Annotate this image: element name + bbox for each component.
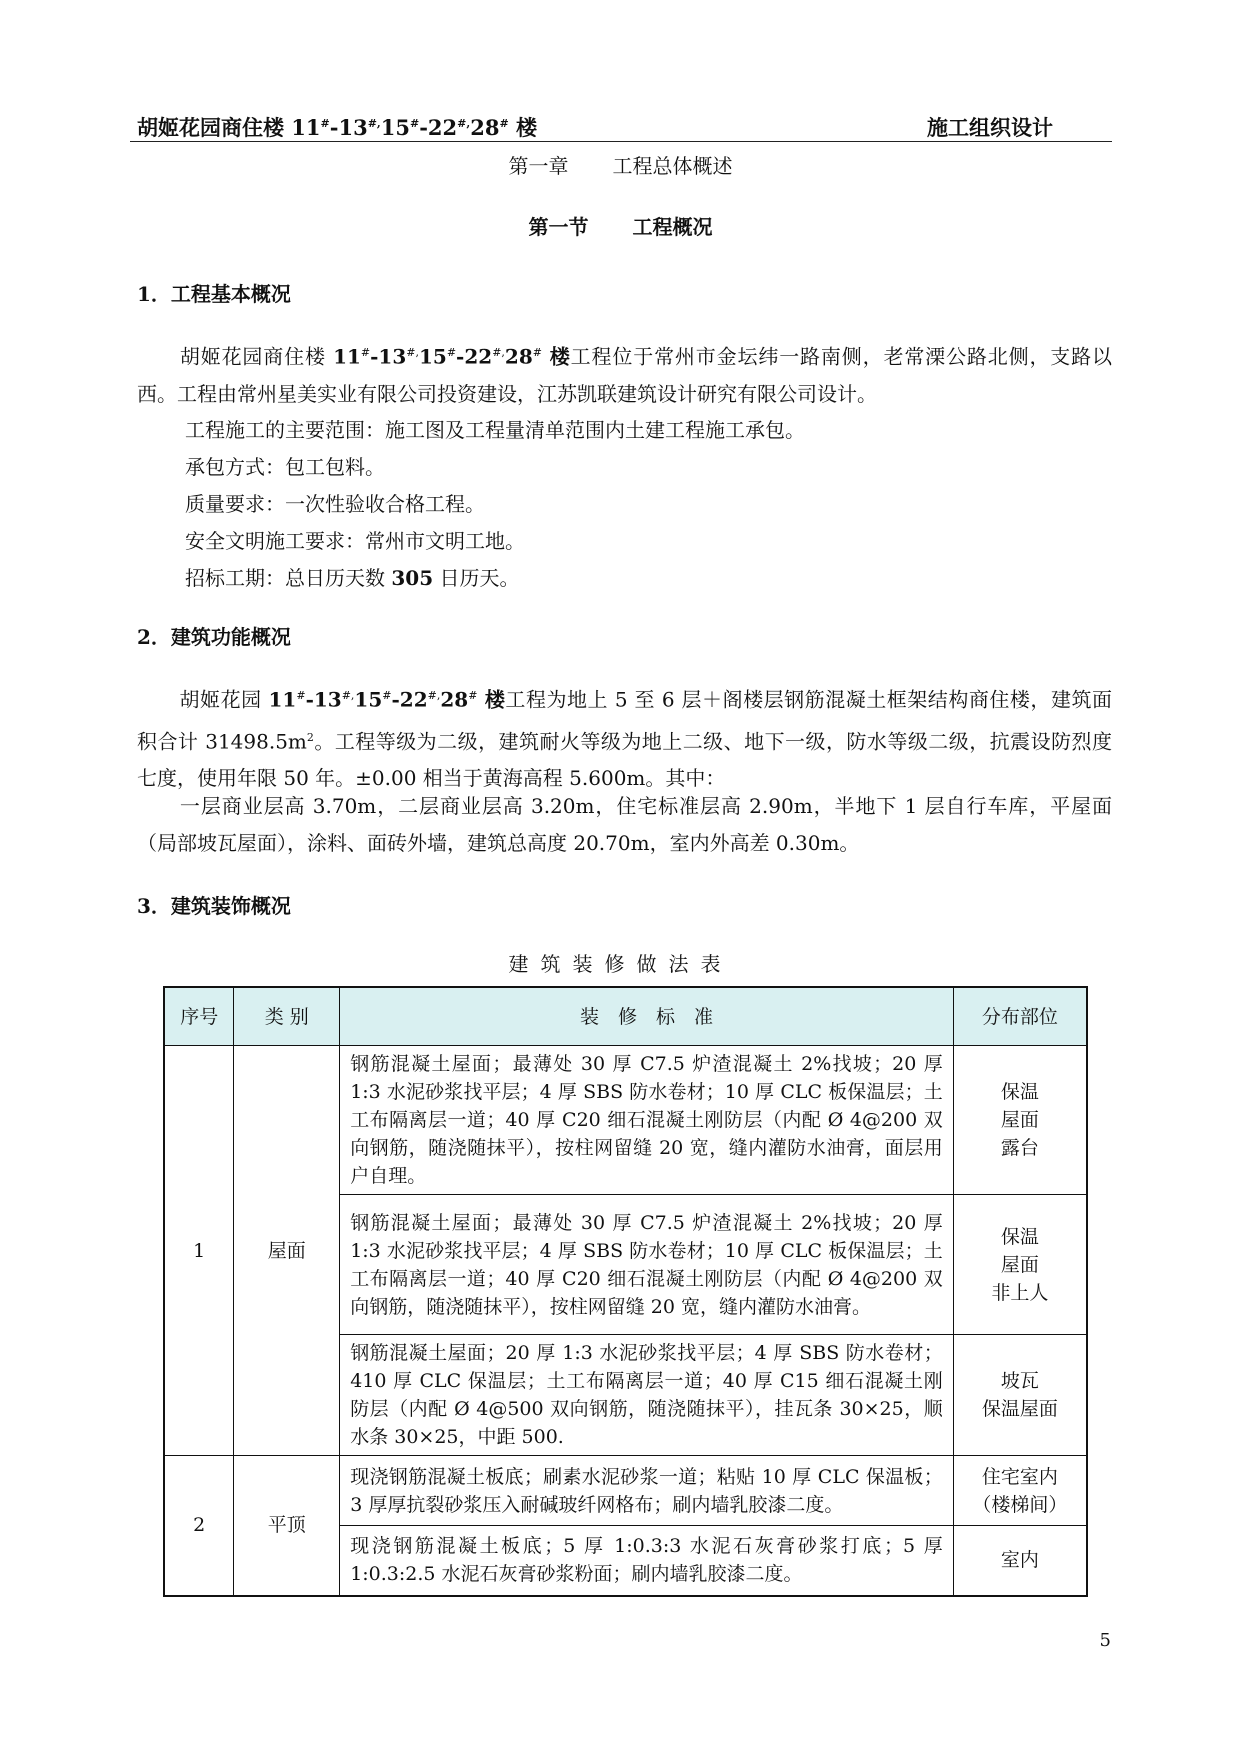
subsection-heading-1: 1．工程基本概况	[137, 282, 291, 306]
subsection-heading-2: 2．建筑功能概况	[137, 625, 291, 649]
running-header-title: 胡姬花园商住楼 11#-13#,15#-22#,28# 楼	[137, 115, 537, 140]
contract-mode-line: 承包方式：包工包料。	[185, 455, 385, 479]
row-category: 平顶	[234, 1456, 340, 1596]
table-title: 建筑装修做法表	[508, 952, 733, 976]
col-header-category: 类 别	[234, 987, 340, 1046]
row-category: 屋面	[234, 1046, 340, 1456]
location-cell: 坡瓦 保温屋面	[953, 1335, 1087, 1456]
standard-cell: 钢筋混凝土屋面；20 厚 1:3 水泥砂浆找平层；4 厚 SBS 防水卷材；410 厚 CLC 保温层；土工布隔离层一道；40 厚 C15 细石混凝土刚防层（内配 Ø 4@500 双向钢筋，随浇随抹平），挂瓦条 30×25，顺水条 30×25，中距 500.	[340, 1335, 954, 1456]
quality-line: 质量要求：一次性验收合格工程。	[185, 492, 485, 516]
location-cell: 室内	[953, 1526, 1087, 1596]
paragraph-floor-heights: 一层商业层高 3.70m，二层商业层高 3.20m，住宅标准层高 2.90m，半地下 1 层自行车库，平屋面（局部坡瓦屋面），涂料、面砖外墙，建筑总高度 20.70m，室内外高差 0.30m。	[137, 794, 1112, 855]
table-row	[164, 1046, 1087, 1195]
location-cell: 保温 屋面 露台	[953, 1046, 1087, 1195]
paragraph-building-function: 胡姬花园 11#-13#,15#-22#,28# 楼工程为地上 5 至 6 层＋阁楼层钢筋混凝土框架结构商住楼，建筑面积合计 $31498.5m^2$。工程等级为二级，建筑耐火等级为地上二级、地下一级，防水等级二级，抗震设防烈度七度，使用年限 50 年。±0.00 相当于黄海高程 5.600m。其中：	[137, 687, 1113, 791]
col-header-standard: 装 修 标 准	[340, 987, 954, 1046]
running-header-doc-type: 施工组织设计	[927, 115, 1053, 140]
table-row	[164, 1456, 1087, 1526]
standard-cell: 钢筋混凝土屋面；最薄处 30 厚 C7.5 炉渣混凝土 2%找坡；20 厚 1:3 水泥砂浆找平层；4 厚 SBS 防水卷材；10 厚 CLC 板保温层；土工布隔离层一道；40 厚 C20 细石混凝土刚防层（内配 Ø 4@200 双向钢筋，随浇随抹平），按柱网留缝 20 宽，缝内灌防水油膏。	[340, 1195, 954, 1335]
safety-line: 安全文明施工要求：常州市文明工地。	[185, 529, 525, 553]
schedule-line: 招标工期：总日历天数 305 日历天。	[185, 566, 520, 590]
location-cell: 住宅室内 （楼梯间）	[953, 1456, 1087, 1526]
standard-cell: 现浇钢筋混凝土板底；5 厚 1:0.3:3 水泥石灰膏砂浆打底；5 厚 1:0.3:2.5 水泥石灰膏砂浆粉面；刷内墙乳胶漆二度。	[340, 1526, 954, 1596]
scope-line: 工程施工的主要范围：施工图及工程量清单范围内土建工程施工承包。	[185, 418, 805, 442]
table-header-row	[164, 987, 1087, 1046]
subsection-heading-3: 3．建筑装饰概况	[137, 894, 291, 918]
standard-cell: 现浇钢筋混凝土板底；刷素水泥砂浆一道；粘贴 10 厚 CLC 保温板；3 厚厚抗裂砂浆压入耐碱玻纤网格布；刷内墙乳胶漆二度。	[340, 1456, 954, 1526]
row-number: 1	[164, 1046, 234, 1456]
page-number: 5	[1099, 1630, 1111, 1651]
standard-cell: 钢筋混凝土屋面；最薄处 30 厚 C7.5 炉渣混凝土 2%找坡；20 厚 1:3 水泥砂浆找平层；4 厚 SBS 防水卷材；10 厚 CLC 板保温层；土工布隔离层一道；40 厚 C20 细石混凝土刚防层（内配 Ø 4@200 双向钢筋，随浇随抹平），按柱网留缝 20 宽，缝内灌防水油膏，面层用户自理。	[340, 1046, 954, 1195]
chapter-heading: 第一章 工程总体概述	[508, 154, 733, 178]
col-header-location: 分布部位	[953, 987, 1087, 1046]
decoration-table	[163, 986, 1088, 1597]
col-header-no: 序号	[164, 987, 234, 1046]
paragraph-project-overview: 胡姬花园商住楼 11#-13#,15#-22#,28# 楼工程位于常州市金坛纬一路南侧，老常溧公路北侧，支路以西。工程由常州星美实业有限公司投资建设，江苏凯联建筑设计研究有限公司设计。	[137, 344, 1113, 406]
row-number: 2	[164, 1456, 234, 1596]
section-heading: 第一节 工程概况	[528, 215, 713, 239]
header-rule	[130, 141, 1112, 142]
location-cell: 保温 屋面 非上人	[953, 1195, 1087, 1335]
